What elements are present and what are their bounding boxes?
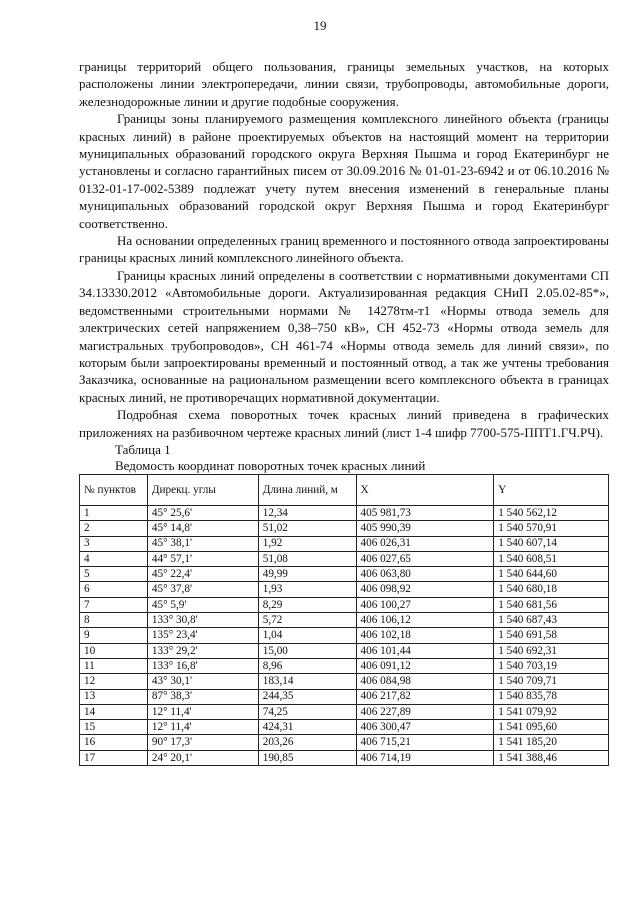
table-row <box>80 582 609 597</box>
cell-line-length: 51,08 <box>258 551 356 566</box>
cell-line-length: 15,00 <box>258 643 356 658</box>
cell-y: 1 540 644,60 <box>494 567 609 582</box>
table-row <box>80 735 609 750</box>
cell-point-number: 8 <box>80 613 148 628</box>
cell-y: 1 540 692,31 <box>494 643 609 658</box>
cell-x: 406 026,31 <box>356 536 494 551</box>
cell-direction-angle: 43° 30,1' <box>147 674 258 689</box>
cell-y: 1 540 691,58 <box>494 628 609 643</box>
cell-point-number: 12 <box>80 674 148 689</box>
cell-y: 1 540 709,71 <box>494 674 609 689</box>
table-row <box>80 567 609 582</box>
table-row <box>80 628 609 643</box>
cell-direction-angle: 45° 22,4' <box>147 567 258 582</box>
cell-x: 406 217,82 <box>356 689 494 704</box>
cell-x: 406 100,27 <box>356 597 494 612</box>
table-row <box>80 689 609 704</box>
cell-direction-angle: 87° 38,3' <box>147 689 258 704</box>
table-row <box>80 658 609 673</box>
cell-direction-angle: 12° 11,4' <box>147 720 258 735</box>
cell-y: 1 540 607,14 <box>494 536 609 551</box>
paragraph-normative-docs: Границы красных линий определены в соответствии с нормативными документами СП 34.13330.2012 «Автомобильные дороги. Актуализированная редакция СНиП 2.05.02-85*», ведомственными строительными нормами № 14278тм-т1 «Нормы отвода земель для электрических сетей напряжением 0,38–750 кВ», СН 452-73 «Нормы отвода земель для магистральных трубопроводов», СН 461-74 «Нормы отвода земель для линий связи», по которым были запроектированы временный и постоянный отвод, а так же учтены требования Заказчика, основанные на рациональном размещении всего комплексного объекта в границах красных линий, не противоречащих нормативной документации. <box>79 267 609 405</box>
cell-direction-angle: 45° 37,8' <box>147 582 258 597</box>
cell-y: 1 540 562,12 <box>494 505 609 520</box>
document-body <box>79 58 609 766</box>
cell-x: 406 098,92 <box>356 582 494 597</box>
cell-line-length: 1,92 <box>258 536 356 551</box>
table-row <box>80 643 609 658</box>
cell-direction-angle: 45° 25,6' <box>147 505 258 520</box>
table-body <box>80 505 609 765</box>
cell-y: 1 540 570,91 <box>494 521 609 536</box>
cell-y: 1 541 185,20 <box>494 735 609 750</box>
header-point-number: № пунктов <box>80 474 148 505</box>
cell-point-number: 9 <box>80 628 148 643</box>
table-caption: Ведомость координат поворотных точек красных линий <box>115 457 426 473</box>
cell-line-length: 12,34 <box>258 505 356 520</box>
cell-point-number: 7 <box>80 597 148 612</box>
header-line-length: Длина линий, м <box>258 474 356 505</box>
paragraph-allotment: На основании определенных границ временного и постоянного отвода запроектированы границы красных линий комплексного линейного объекта. <box>79 233 609 266</box>
cell-line-length: 1,04 <box>258 628 356 643</box>
cell-x: 406 091,12 <box>356 658 494 673</box>
table-row <box>80 674 609 689</box>
cell-line-length: 203,26 <box>258 735 356 750</box>
cell-y: 1 540 835,78 <box>494 689 609 704</box>
table-row <box>80 720 609 735</box>
table-row <box>80 521 609 536</box>
cell-point-number: 11 <box>80 658 148 673</box>
cell-point-number: 17 <box>80 750 148 765</box>
cell-x: 406 084,98 <box>356 674 494 689</box>
cell-y: 1 540 680,18 <box>494 582 609 597</box>
paragraph-continuation: границы территорий общего пользования, границы земельных участков, на которых расположены линии электропередачи, линии связи, трубопроводы, автомобильные дороги, железнодорожные линии и другие подобные сооружения. <box>79 59 609 109</box>
paragraph-red-lines-zone: Границы зоны планируемого размещения комплексного линейного объекта (границы красных линий) в районе проектируемых объектов на настоящий момент на территории муниципальных образований городского округа Верхняя Пышма и город Екатеринбург не установлены и согласно гарантийных писем от 30.09.2016 № 01-01-23-6942 и от 06.10.2016 № 0132-01-17-002-5389 подлежат учету путем внесения изменений в генеральные планы муниципальных образований городской округ Верхняя Пышма и город Екатеринбург соответственно. <box>79 111 609 231</box>
table-header-row <box>80 474 609 505</box>
cell-direction-angle: 45° 38,1' <box>147 536 258 551</box>
cell-point-number: 1 <box>80 505 148 520</box>
cell-direction-angle: 24° 20,1' <box>147 750 258 765</box>
cell-y: 1 540 687,43 <box>494 613 609 628</box>
cell-x: 406 714,19 <box>356 750 494 765</box>
cell-direction-angle: 135° 23,4' <box>147 628 258 643</box>
cell-point-number: 2 <box>80 521 148 536</box>
cell-y: 1 540 681,56 <box>494 597 609 612</box>
cell-direction-angle: 45° 14,8' <box>147 521 258 536</box>
cell-point-number: 16 <box>80 735 148 750</box>
cell-y: 1 541 079,92 <box>494 704 609 719</box>
cell-line-length: 74,25 <box>258 704 356 719</box>
cell-line-length: 183,14 <box>258 674 356 689</box>
header-y: Y <box>494 474 609 505</box>
cell-direction-angle: 90° 17,3' <box>147 735 258 750</box>
table-row <box>80 505 609 520</box>
cell-line-length: 190,85 <box>258 750 356 765</box>
table-row <box>80 613 609 628</box>
cell-point-number: 13 <box>80 689 148 704</box>
cell-point-number: 6 <box>80 582 148 597</box>
coordinates-table <box>79 474 609 766</box>
paragraph-detailed-scheme: Подробная схема поворотных точек красных линий приведена в графических приложениях на разбивочном чертеже красных линий (лист 1-4 шифр 7700-575-ППТ1.ГЧ.РЧ). <box>79 407 609 440</box>
cell-direction-angle: 12° 11,4' <box>147 704 258 719</box>
cell-direction-angle: 133° 29,2' <box>147 643 258 658</box>
cell-x: 406 063,80 <box>356 567 494 582</box>
cell-point-number: 15 <box>80 720 148 735</box>
cell-y: 1 540 703,19 <box>494 658 609 673</box>
cell-x: 406 027,65 <box>356 551 494 566</box>
cell-point-number: 10 <box>80 643 148 658</box>
table-label: Таблица 1 <box>115 441 171 457</box>
cell-direction-angle: 44° 57,1' <box>147 551 258 566</box>
cell-line-length: 51,02 <box>258 521 356 536</box>
cell-x: 406 101,44 <box>356 643 494 658</box>
cell-x: 406 102,18 <box>356 628 494 643</box>
cell-line-length: 5,72 <box>258 613 356 628</box>
cell-line-length: 1,93 <box>258 582 356 597</box>
cell-x: 406 300,47 <box>356 720 494 735</box>
cell-x: 405 981,73 <box>356 505 494 520</box>
cell-line-length: 8,29 <box>258 597 356 612</box>
cell-direction-angle: 133° 30,8' <box>147 613 258 628</box>
header-x: X <box>356 474 494 505</box>
cell-line-length: 244,35 <box>258 689 356 704</box>
cell-point-number: 5 <box>80 567 148 582</box>
cell-y: 1 541 095,60 <box>494 720 609 735</box>
cell-direction-angle: 133° 16,8' <box>147 658 258 673</box>
cell-point-number: 4 <box>80 551 148 566</box>
table-row <box>80 704 609 719</box>
cell-direction-angle: 45° 5,9' <box>147 597 258 612</box>
cell-x: 406 227,89 <box>356 704 494 719</box>
cell-point-number: 14 <box>80 704 148 719</box>
page-number: 19 <box>313 18 327 33</box>
cell-line-length: 8,96 <box>258 658 356 673</box>
cell-y: 1 540 608,51 <box>494 551 609 566</box>
cell-line-length: 424,31 <box>258 720 356 735</box>
cell-y: 1 541 388,46 <box>494 750 609 765</box>
cell-x: 405 990,39 <box>356 521 494 536</box>
table-row <box>80 551 609 566</box>
cell-x: 406 715,21 <box>356 735 494 750</box>
table-row <box>80 536 609 551</box>
cell-x: 406 106,12 <box>356 613 494 628</box>
cell-line-length: 49,99 <box>258 567 356 582</box>
table-row <box>80 750 609 765</box>
table-row <box>80 597 609 612</box>
header-direction-angle: Дирекц. углы <box>147 474 258 505</box>
cell-point-number: 3 <box>80 536 148 551</box>
